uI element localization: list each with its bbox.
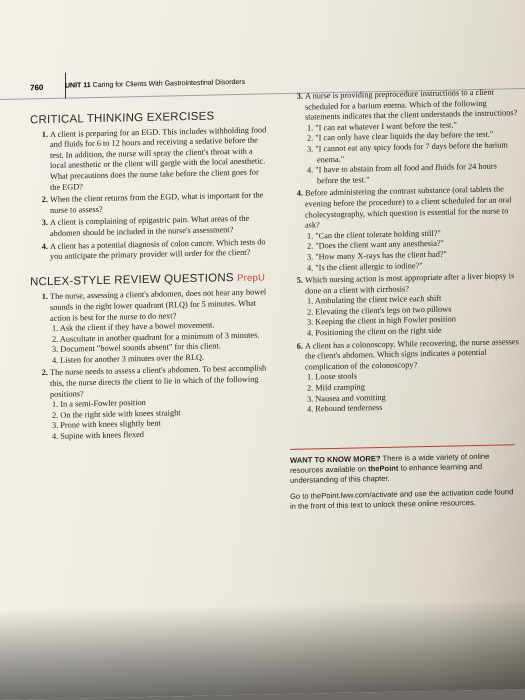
critical-thinking-list: [30, 125, 268, 263]
option: 4. "Is the client allergic to iodine?": [307, 260, 423, 273]
critical-thinking-heading: CRITICAL THINKING EXERCISES: [30, 110, 215, 127]
nclex-question-3: [305, 87, 520, 187]
question-options: [50, 319, 268, 366]
critical-item-4: 4. A client has a potential diagnosis of colon cancer. Which tests do you anticipate the primary provider will order for the client?: [50, 237, 268, 263]
question-options: [305, 292, 520, 339]
thepoint-brand: thePoint: [368, 463, 399, 474]
nclex-question-1: [50, 288, 268, 367]
wtkm-paragraph-1: WANT TO KNOW MORE? There is a wide variety of online resources available on thePoint to enhance learning and understanding of this chapter.: [290, 451, 490, 485]
prepu-logo: PrepU: [237, 272, 266, 284]
critical-item-1: 1. A client is preparing for an EGD. This includes withholding food and fluids for 6 to 12 hours and receiving a sedative before the test. In addition, the nurse will spray the client's throat with a local anesthetic or the client will gargle with the local anesthetic. What precautions does the nurse take before the client goes for the EGD?: [50, 125, 268, 193]
wtkm-lead: WANT TO KNOW MORE?: [290, 454, 381, 465]
option: 2. Mild cramping: [307, 382, 365, 393]
nclex-question-6: [305, 337, 520, 416]
option: 2. "I can only have clear liquids the day before the test.": [307, 130, 494, 143]
right-column: [285, 87, 520, 418]
question-options: [305, 119, 520, 187]
unit-label: UNIT 11: [65, 82, 91, 90]
option: 4. Listen for another 3 minutes over the RLQ.: [52, 352, 205, 365]
option: 1. "I can eat whatever I want before the test.": [307, 120, 457, 133]
question-stem: A client has a colonoscopy. While recovering, the nurse assesses the client's abdomen. Which signs indicates a potential complication of the colonoscopy?: [305, 336, 519, 372]
critical-item-2: 2. When the client returns from the EGD, what is important for the nurse to assess?: [50, 191, 268, 217]
question-options: [305, 369, 520, 416]
question-stem: A nurse is providing preprocedure instructions to a client scheduled for a barium enema. Which of the following statements indicates that the client understands the instructions?: [305, 87, 518, 122]
nclex-heading: [30, 272, 268, 289]
page-number: 760: [30, 83, 44, 93]
option: 2. "Does the client want any anesthesia?": [307, 239, 444, 251]
option: 1. Loose stools: [307, 371, 358, 383]
nclex-list-left: [30, 288, 268, 443]
wtkm-paragraph-2: Go to thePoint.lww.com/activate and use the activation code found in the front of this text to unlock these online resources.: [290, 487, 514, 511]
option: 3. Document "bowel sounds absent" for this client.: [52, 341, 221, 355]
option: 2. Elevating the client's legs on two pillows: [307, 304, 452, 317]
critical-item-3: 3. A client is complaining of epigastric pain. What areas of the abdomen should be included in the nurse's assessment?: [50, 214, 268, 240]
option: 1. In a semi-Fowler position: [52, 398, 146, 410]
nclex-heading-text: NCLEX-STYLE REVIEW QUESTIONS: [30, 271, 234, 289]
option: 4. "I have to abstain from all food and fluids for 24 hours before the test.": [307, 161, 497, 186]
option: 4. Supine with knees flexed: [52, 430, 144, 441]
option: 3. Nausea and vomiting: [307, 392, 386, 404]
option: 3. "I cannot eat any spicy foods for 7 days before the barium enema.": [307, 140, 508, 164]
nclex-question-4: [305, 184, 520, 273]
option: 4. Positioning the client on the right side: [307, 325, 442, 338]
nclex-list-right: [285, 87, 520, 416]
option: 1. "Can the client tolerate holding still?": [307, 228, 441, 241]
question-stem: The nurse needs to assess a client's abdomen. To best accomplish this, the nurse directs the client to lie in which of the following positions?: [50, 363, 267, 399]
question-stem: The nurse, assessing a client's abdomen, does not hear any bowel sounds in the right lower quadrant (RLQ) for 5 minutes. What action is best for the nurse to do next?: [50, 287, 267, 323]
option: 3. Keeping the client in high Fowler position: [307, 314, 456, 328]
want-to-know-more-box: [290, 444, 515, 518]
question-stem: Before administering the contrast substance (oral tablets the evening before the procedure) to a client scheduled for an oral cholecystography, which question is essential for the nurse to ask?: [305, 184, 512, 230]
option: 1. Ask the client if they have a bowel movement.: [52, 320, 215, 334]
option: 2. Auscultate in another quadrant for a minimum of 3 minutes.: [52, 330, 260, 344]
option: 1. Ambulating the client twice each shift: [307, 294, 442, 306]
option: 4. Rebound tenderness: [307, 403, 383, 414]
option: 3. Prone with knees slightly bent: [52, 419, 161, 431]
nclex-question-5: [305, 271, 520, 339]
unit-title: Caring for Clients With Gastrointestinal Disorders: [92, 78, 246, 90]
option: 2. On the right side with knees straight: [52, 408, 181, 420]
chapter-title: [65, 79, 245, 90]
question-stem: Which nursing action is most appropriate after a liver biopsy is done on a client with cirrhosis?: [305, 271, 515, 296]
option: 3. "How many X-rays has the client had?": [307, 249, 447, 262]
question-options: [305, 227, 520, 274]
nclex-question-2: [50, 364, 268, 443]
left-column: [30, 104, 268, 445]
page-bottom-shadow: [0, 599, 525, 700]
question-options: [50, 396, 268, 443]
